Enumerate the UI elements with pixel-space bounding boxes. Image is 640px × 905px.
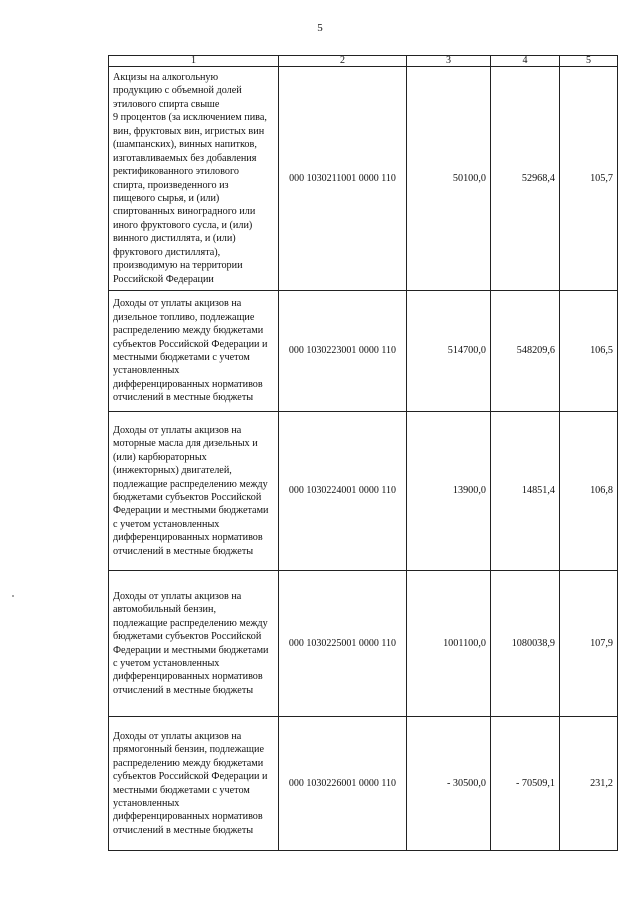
row-actual-value: - 70509,1 (491, 717, 560, 851)
column-header-1: 1 (109, 56, 279, 67)
row-classification-code: 000 1030223001 0000 110 (279, 291, 407, 412)
row-plan-value: 514700,0 (407, 291, 491, 412)
table-header-row (109, 56, 618, 67)
row-description: Доходы от уплаты акцизов на прямогонный бензин, подлежащие распределению между бюджетами субъектов Российской Федерации и местными бюджетами с учетом установленных дифференцированных нормативов отчислений в местные бюджеты (109, 717, 279, 851)
row-plan-value: 13900,0 (407, 412, 491, 571)
row-actual-value: 52968,4 (491, 67, 560, 291)
row-description: Доходы от уплаты акцизов на моторные масла для дизельных и (или) карбюраторных (инжекторных) двигателей, подлежащие распределению между бюджетами субъектов Российской Федерации и местными бюджетами с учетом установленных дифференцированных нормативов отчислений в местные бюджеты (109, 412, 279, 571)
row-plan-value: 50100,0 (407, 67, 491, 291)
row-plan-value: 1001100,0 (407, 571, 491, 717)
table-row (109, 291, 618, 412)
row-percent-value: 107,9 (560, 571, 618, 717)
row-percent-value: 106,8 (560, 412, 618, 571)
row-classification-code: 000 1030226001 0000 110 (279, 717, 407, 851)
column-header-5: 5 (560, 56, 618, 67)
row-classification-code: 000 1030225001 0000 110 (279, 571, 407, 717)
column-header-4: 4 (491, 56, 560, 67)
row-description: Доходы от уплаты акцизов на дизельное топливо, подлежащие распределению между бюджетами субъектов Российской Федерации и местными бюджетами с учетом установленных дифференцированных нормативов отчислений в местные бюджеты (109, 291, 279, 412)
row-percent-value: 231,2 (560, 717, 618, 851)
table-row (109, 67, 618, 291)
scan-speck (12, 595, 14, 597)
row-actual-value: 548209,6 (491, 291, 560, 412)
excise-revenue-table (108, 55, 618, 851)
row-percent-value: 105,7 (560, 67, 618, 291)
column-header-3: 3 (407, 56, 491, 67)
column-header-2: 2 (279, 56, 407, 67)
row-actual-value: 1080038,9 (491, 571, 560, 717)
table-row (109, 717, 618, 851)
row-percent-value: 106,5 (560, 291, 618, 412)
row-classification-code: 000 1030211001 0000 110 (279, 67, 407, 291)
row-plan-value: - 30500,0 (407, 717, 491, 851)
table-row (109, 571, 618, 717)
page-number: 5 (317, 22, 323, 34)
table-row (109, 412, 618, 571)
row-description: Доходы от уплаты акцизов на автомобильный бензин, подлежащие распределению между бюджетами субъектов Российской Федерации и местными бюджетами с учетом установленных дифференцированных нормативов отчислений в местные бюджеты (109, 571, 279, 717)
row-classification-code: 000 1030224001 0000 110 (279, 412, 407, 571)
row-actual-value: 14851,4 (491, 412, 560, 571)
row-description: Акцизы на алкогольную продукцию с объемной долей этилового спирта свыше 9 процентов (за исключением пива, вин, фруктовых вин, игристых вин (шампанских), винных напитков, изготавливаемых без добавления ректификованного этилового спирта, произведенного из пищевого сырья, и (или) спиртованных виноградного или иного фруктового сусла, и (или) винного дистиллята, и (или) фруктового дистиллята), производимую на территории Российской Федерации (109, 67, 279, 291)
